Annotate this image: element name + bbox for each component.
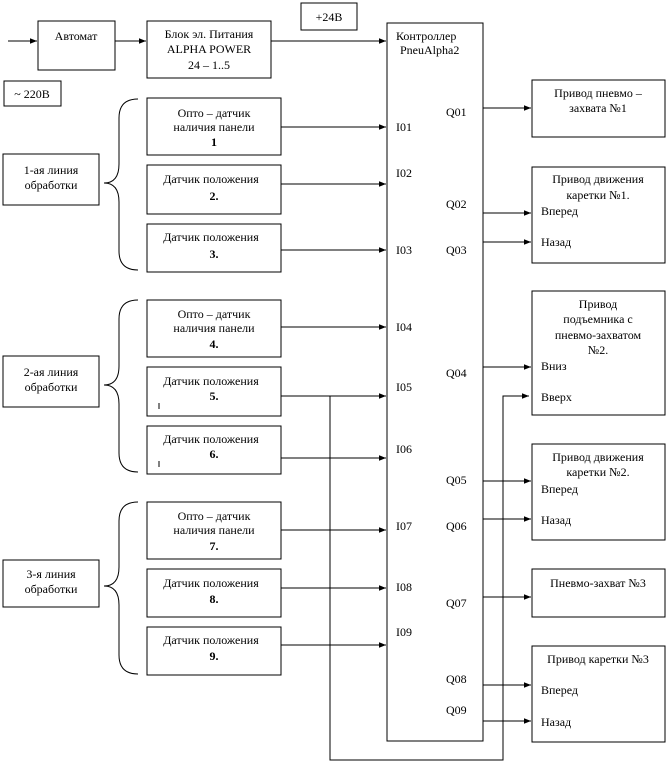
line-1-label-2: обработки [24, 178, 78, 192]
actuator-3-up: Вверх [541, 390, 572, 404]
actuator-3-label-3: пневмо-захватом [554, 328, 642, 342]
input-i05: I05 [396, 380, 412, 394]
sensor-9-label-1: Датчик положения [163, 633, 259, 647]
input-i02: I02 [396, 166, 412, 180]
actuator-6-fwd: Вперед [541, 683, 579, 697]
line-1-label-1: 1-ая линия [23, 163, 79, 177]
line-3-label-2: обработки [24, 582, 78, 596]
output-q07: Q07 [446, 596, 467, 610]
v220-label: ~ 220В [14, 87, 50, 101]
sensor-2-label-1: Датчик положения [163, 172, 259, 186]
actuator-6-back: Назад [541, 715, 572, 729]
line-1-brace [104, 99, 138, 270]
input-i04: I04 [396, 320, 412, 334]
controller-label-1: Контроллер [396, 29, 457, 43]
actuator-2-label-1: Привод движения [552, 172, 644, 186]
actuator-4-label-2: каретки №2. [566, 465, 630, 479]
output-q09: Q09 [446, 703, 467, 717]
sensor-2-number: 2. [209, 189, 219, 203]
input-i01: I01 [396, 120, 412, 134]
input-i09: I09 [396, 625, 412, 639]
output-q03: Q03 [446, 243, 467, 257]
input-i06: I06 [396, 442, 412, 456]
actuator-2-back: Назад [541, 235, 572, 249]
output-q01: Q01 [446, 105, 467, 119]
actuator-4-fwd: Вперед [541, 482, 579, 496]
output-q05: Q05 [446, 473, 467, 487]
actuator-2-label-2: каретки №1. [566, 188, 630, 202]
sensor-7-label-2: наличия панели [173, 523, 255, 537]
actuator-1-label-1: Привод пневмо – [554, 86, 642, 100]
actuator-6-label-1: Привод каретки №3 [547, 652, 649, 666]
sensor-3-number: 3. [209, 247, 219, 261]
sensor-1-label-1: Опто – датчик [177, 106, 251, 120]
actuator-2-fwd: Вперед [541, 204, 579, 218]
v24-label: +24В [315, 10, 343, 24]
sensor-3-label-1: Датчик положения [163, 230, 259, 244]
sensor-6-number: 6. [209, 447, 219, 461]
actuator-3-label-2: подъемника с [563, 312, 633, 326]
actuator-3-down: Вниз [541, 359, 567, 373]
sensor-7-number: 7. [209, 539, 219, 553]
psu-label-3: 24 – 1..5 [188, 58, 230, 72]
controller-label-2: PneuAlpha2 [400, 43, 460, 57]
sensor-9-number: 9. [209, 649, 219, 663]
input-i08: I08 [396, 580, 412, 594]
sensor-8-number: 8. [209, 592, 219, 606]
actuator-5-label-1: Пневмо-захват №3 [550, 576, 646, 590]
sensor-4-label-2: наличия панели [173, 321, 255, 335]
actuator-3-label-4: №2. [587, 343, 609, 357]
sensor-1-number: 1 [211, 135, 217, 149]
line-3-label-1: 3-я линия [26, 567, 76, 581]
psu-label-1: Блок эл. Питания [164, 27, 254, 41]
output-q06: Q06 [446, 519, 467, 533]
sensor-1-label-2: наличия панели [173, 120, 255, 134]
output-q08: Q08 [446, 672, 467, 686]
line-2-label-2: обработки [24, 380, 78, 394]
sensor-4-label-1: Опто – датчик [177, 307, 251, 321]
actuator-1-label-2: захвата №1 [569, 101, 627, 115]
actuator-4-back: Назад [541, 513, 572, 527]
output-q02: Q02 [446, 197, 467, 211]
line-3-brace [104, 502, 138, 674]
line-2-brace [104, 300, 138, 472]
sensor-4-number: 4. [209, 337, 219, 351]
actuator-4-label-1: Привод движения [552, 450, 644, 464]
actuator-3-label-1: Привод [578, 297, 618, 311]
output-q04: Q04 [446, 366, 467, 380]
input-i07: I07 [396, 519, 412, 533]
psu-label-2: ALPHA POWER [166, 42, 252, 56]
input-i03: I03 [396, 243, 412, 257]
sensor-5-label-1: Датчик положения [163, 374, 259, 388]
sensor-7-label-1: Опто – датчик [177, 509, 251, 523]
sensor-6-label-1: Датчик положения [163, 432, 259, 446]
line-2-label-1: 2-ая линия [23, 365, 79, 379]
automat-label: Автомат [54, 29, 98, 43]
sensor-8-label-1: Датчик положения [163, 576, 259, 590]
sensor-5-number: 5. [209, 389, 219, 403]
